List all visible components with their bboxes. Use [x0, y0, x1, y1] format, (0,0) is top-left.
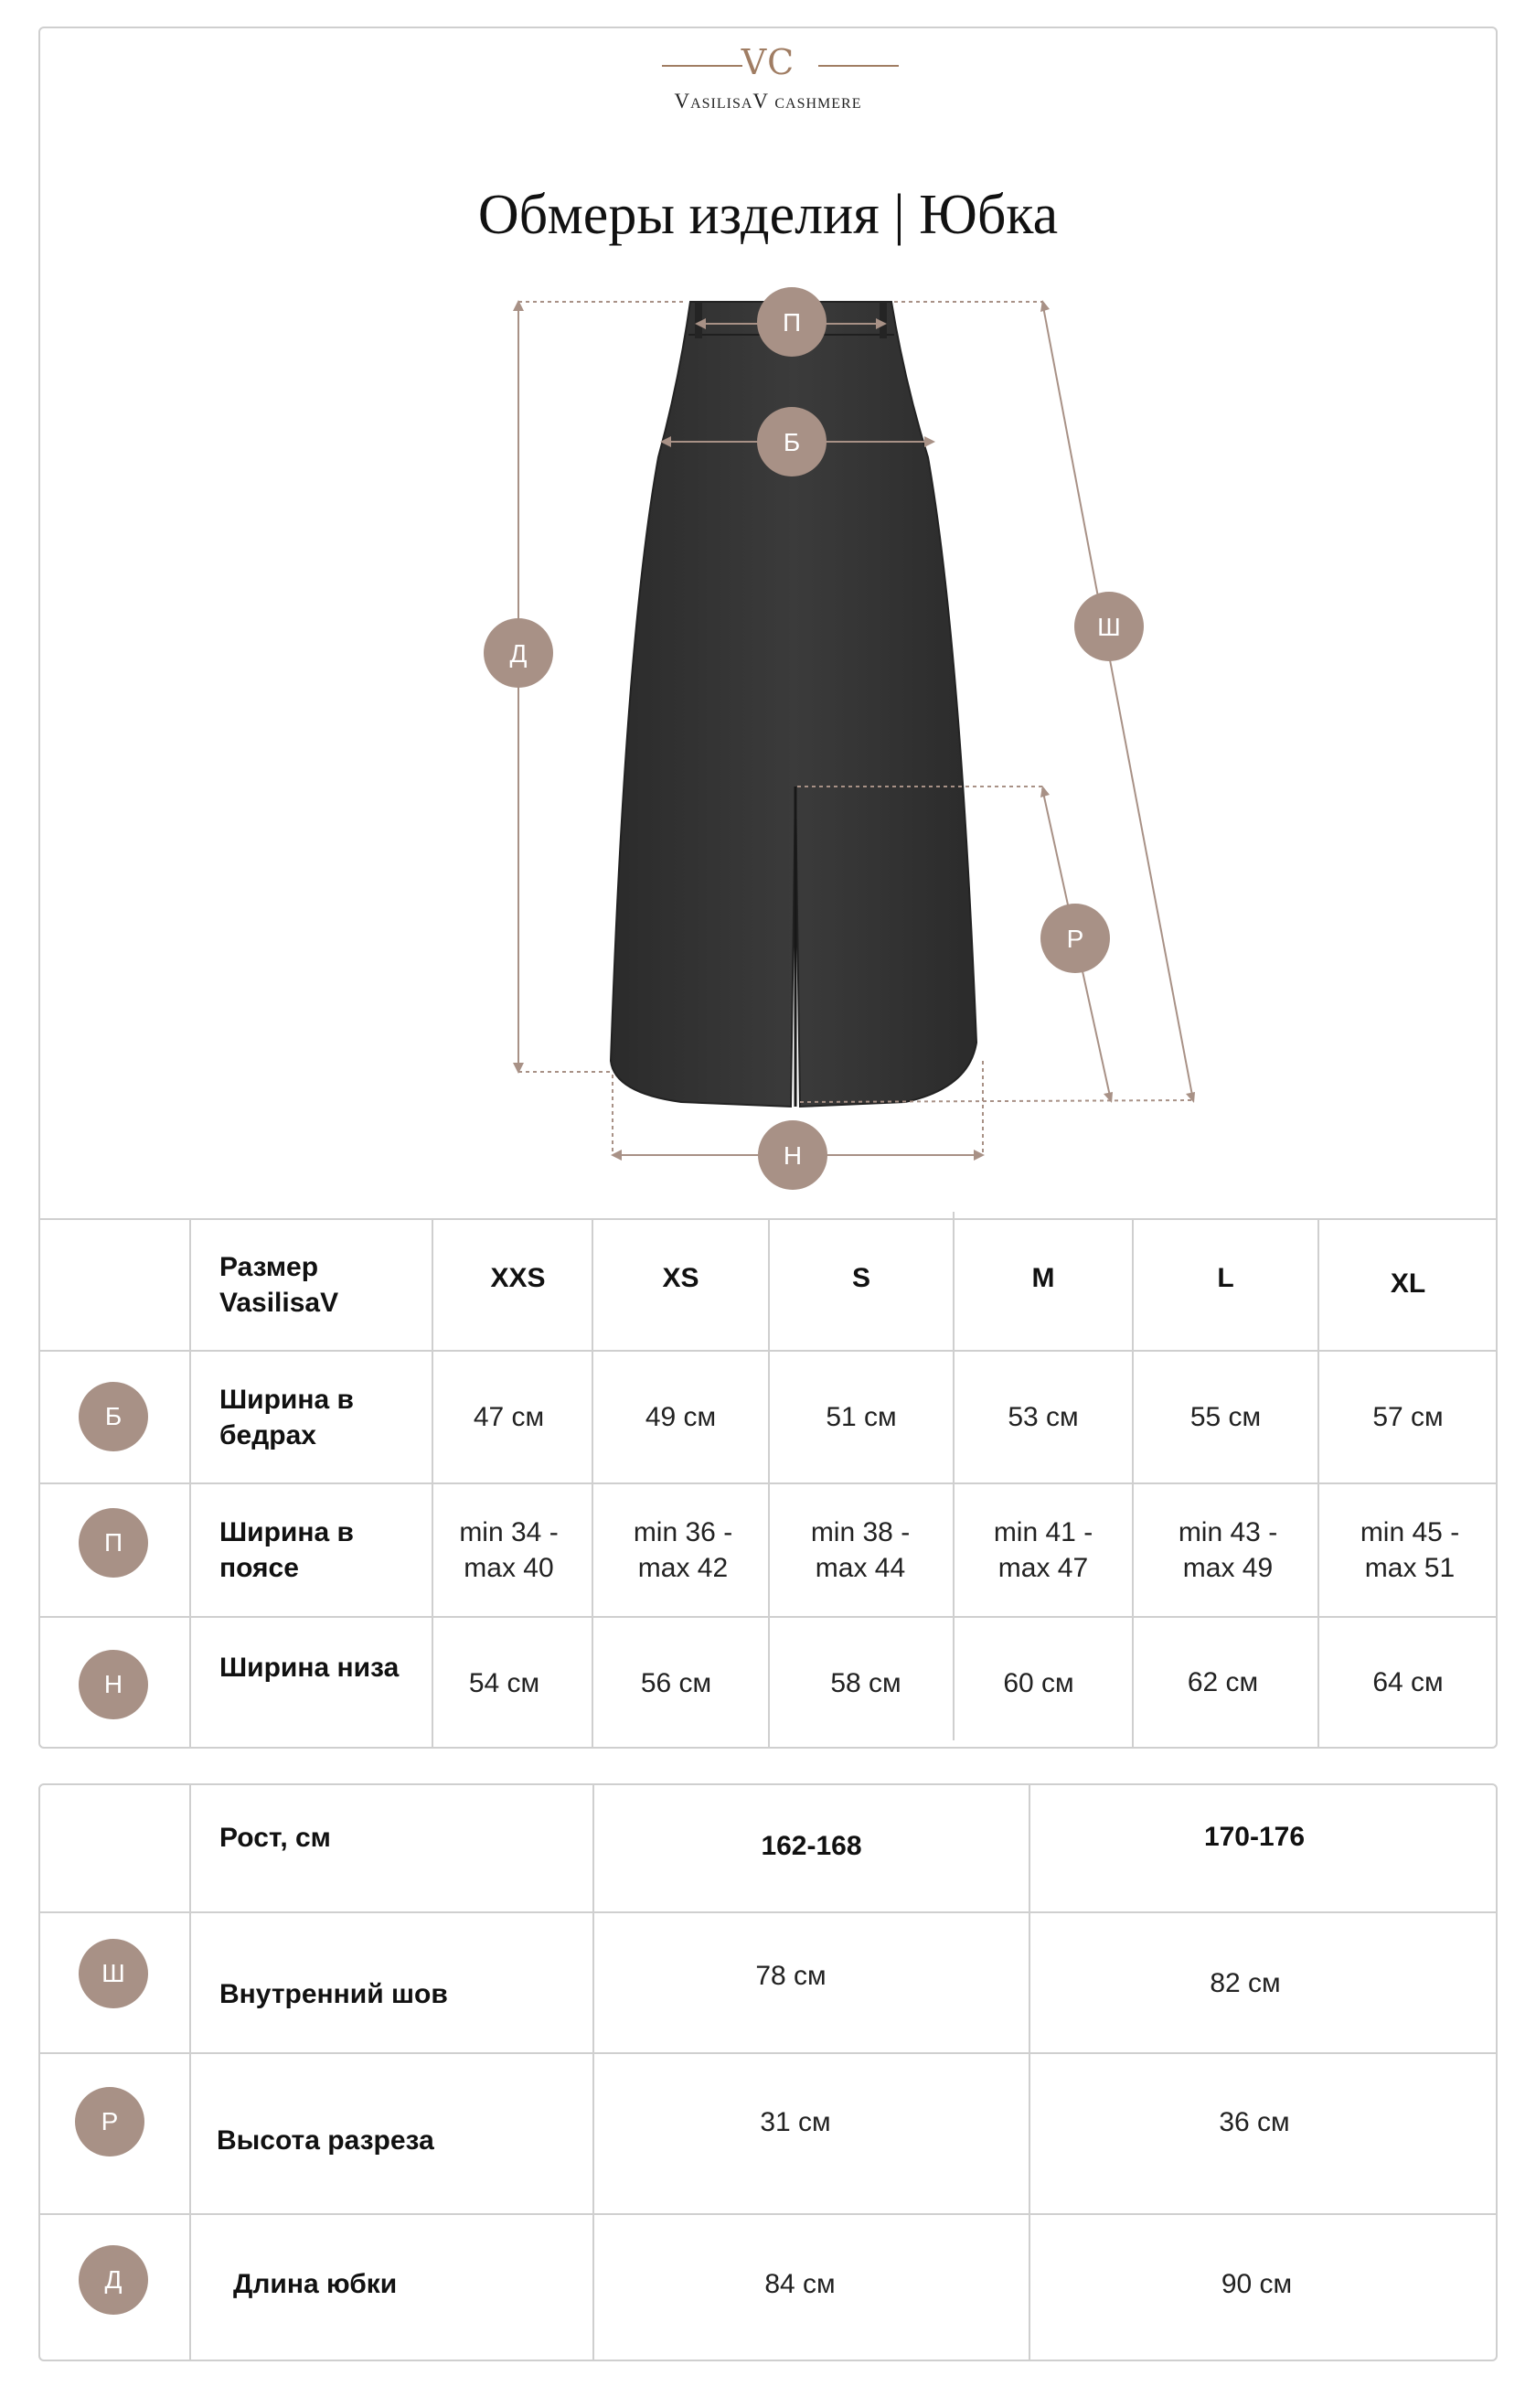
table-cell: min 38 - max 44 [810, 1517, 911, 1583]
slit-marker [1040, 904, 1110, 973]
waist-marker [757, 287, 827, 357]
table-cell: min 34 - max 40 [459, 1517, 559, 1583]
table-cell: min 45 - max 51 [1360, 1517, 1460, 1583]
svg-text:Б: Б [783, 428, 801, 456]
hips-badge: Б [79, 1382, 148, 1451]
inseam-guide [1042, 302, 1193, 1100]
belt-loop-right [880, 302, 887, 338]
hem-marker [758, 1120, 827, 1190]
table-cell: 31 см [760, 2106, 831, 2137]
table-cell: min 41 - max 47 [993, 1517, 1093, 1583]
table-cell: 82 см [1210, 1967, 1281, 1998]
table-cell: 60 см [1003, 1668, 1074, 1698]
length-marker [484, 618, 553, 688]
brand-monogram: VC [741, 42, 795, 82]
size-header-s: S [851, 1262, 870, 1293]
row-label-waist: Ширина в поясе [219, 1517, 354, 1583]
inseam-marker [1074, 592, 1144, 661]
table-border [189, 1783, 191, 2361]
length-badge: Д [79, 2245, 148, 2315]
svg-text:Н: Н [783, 1141, 803, 1170]
brand-name: VasilisaV cashmere [674, 90, 862, 112]
hips-marker [757, 407, 827, 476]
belt-loop-left [695, 302, 702, 338]
table-cell: 84 см [764, 2268, 836, 2299]
table-cell: min 36 - max 42 [633, 1517, 733, 1583]
table-cell: 36 см [1219, 2106, 1290, 2137]
table-cell: 49 см [645, 1402, 717, 1432]
height-header-short: 162-168 [761, 1830, 862, 1861]
size-header-xs: XS [662, 1262, 699, 1293]
table-cell: 58 см [830, 1668, 901, 1698]
inseam-badge: Ш [79, 1939, 148, 2008]
hem-badge: Н [79, 1650, 148, 1719]
table-cell: 47 см [473, 1402, 545, 1432]
waist-badge: П [79, 1508, 148, 1578]
table-cell: 54 см [468, 1668, 540, 1698]
height-header-label: Рост, см [219, 1823, 331, 1853]
size-header-m: M [1031, 1262, 1055, 1293]
table-cell: 90 см [1221, 2268, 1293, 2299]
row-label-hips: Ширина в бедрах [219, 1384, 354, 1450]
table-cell: 62 см [1187, 1666, 1259, 1697]
row-label-inseam: Внутренний шов [219, 1978, 448, 2009]
table-border [38, 1911, 1498, 1913]
height-header-tall: 170-176 [1203, 1821, 1306, 1852]
table-cell: 78 см [755, 1960, 827, 1991]
size-header-label: Размер VasilisaV [219, 1252, 339, 1318]
size-header-xl: XL [1390, 1268, 1426, 1299]
table-cell: 57 см [1372, 1402, 1444, 1432]
svg-text:Р: Р [1066, 925, 1084, 953]
table-cell: 64 см [1372, 1666, 1444, 1697]
page-title: Обмеры изделия | Юбка [477, 184, 1059, 246]
svg-text:Д: Д [509, 639, 528, 668]
table-cell: 53 см [1008, 1402, 1079, 1432]
size-header-xxs: XXS [490, 1262, 546, 1293]
row-label-length: Длина юбки [233, 2268, 398, 2299]
table-border [38, 2213, 1498, 2215]
table-border [38, 2052, 1498, 2054]
table-cell: min 43 - max 49 [1178, 1517, 1278, 1583]
table-border [189, 1218, 191, 1749]
svg-text:Ш: Ш [1097, 613, 1121, 641]
svg-text:П: П [782, 308, 802, 337]
table-cell: 56 см [640, 1668, 712, 1698]
table-cell: 51 см [826, 1402, 897, 1432]
table-cell: 55 см [1189, 1402, 1262, 1432]
slit-badge: Р [75, 2087, 144, 2156]
row-label-hem: Ширина низа [219, 1652, 400, 1683]
size-header-l: L [1217, 1262, 1234, 1293]
row-label-slit: Высота разреза [217, 2124, 434, 2156]
